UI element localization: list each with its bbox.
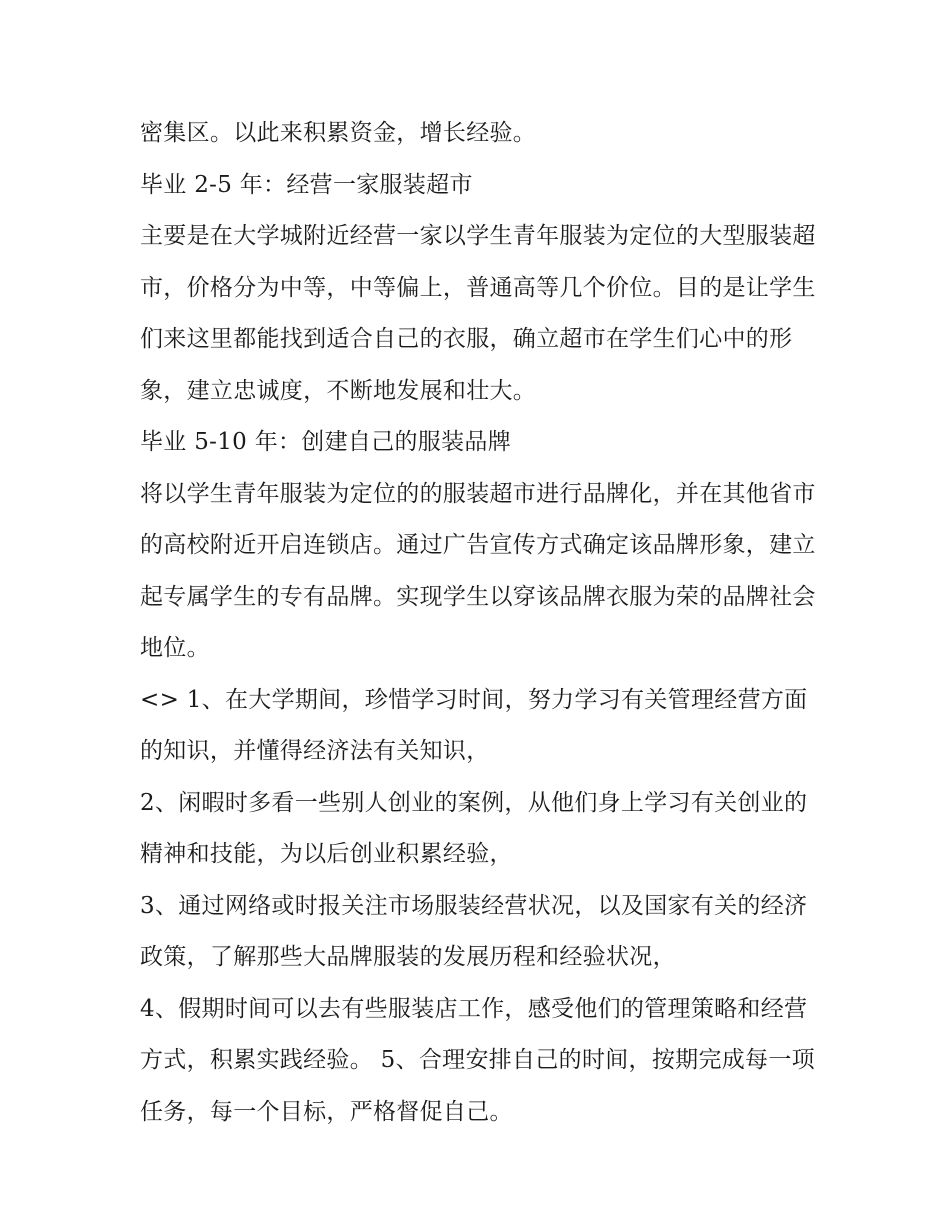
list-item-3: 3、通过网络或时报关注市场服装经营状况，以及国家有关的经济政策，了解那些大品牌服装的发展历程和经验状况，: [140, 892, 808, 970]
heading-years-2-5: 毕业 2-5 年：经营一家服装超市: [140, 171, 473, 198]
document-body: [140, 108, 820, 1138]
paragraph-3: 将以学生青年服装为定位的的服装超市进行品牌化，并在其他省市的高校附近开启连锁店。通过广告宣传方式确定该品牌形象，建立起专属学生的专有品牌。实现学生以穿该品牌衣服为荣的品牌社会地位。: [140, 480, 816, 661]
list-item-4-5: 4、假期时间可以去有些服装店工作，感受他们的管理策略和经营方式，积累实践经验。 5、合理安排自己的时间，按期完成每一项任务，每一个目标，严格督促自己。: [140, 995, 815, 1125]
list-item-2: 2、闲暇时多看一些别人创业的案例，从他们身上学习有关创业的精神和技能，为以后创业积累经验，: [140, 789, 808, 867]
paragraph-2: 主要是在大学城附近经营一家以学生青年服装为定位的大型服装超市，价格分为中等，中等偏上，普通高等几个价位。目的是让学生们来这里都能找到适合自己的衣服，确立超市在学生们心中的形象，建立忠诚度，不断地发展和壮大。: [140, 223, 816, 404]
list-item-1: <> 1、在大学期间，珍惜学习时间，努力学习有关管理经营方面的知识，并懂得经济法有关知识，: [140, 686, 808, 764]
heading-years-5-10: 毕业 5-10 年：创建自己的服装品牌: [140, 429, 511, 455]
paragraph-1: 密集区。以此来积累资金，增长经验。: [140, 120, 537, 146]
